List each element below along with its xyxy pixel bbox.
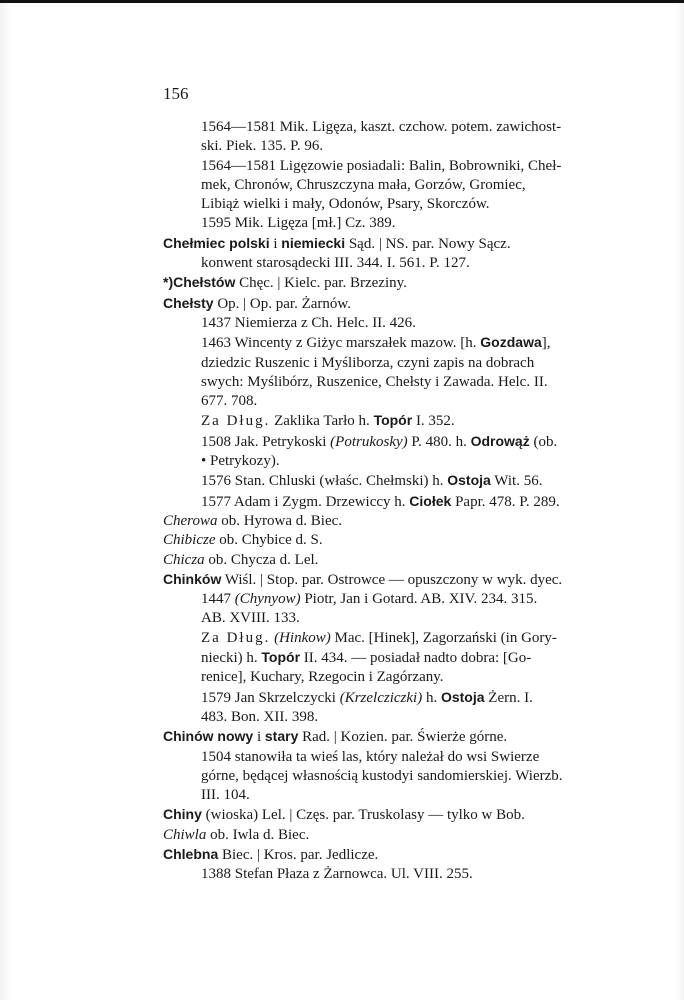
- headword-bold: Topór: [261, 649, 301, 666]
- line-text: Piotr, Jan i Gotard. AB. XIV. 234. 315.: [300, 591, 538, 608]
- entry-line: [163, 314, 633, 333]
- italic-text: Cherowa: [163, 512, 218, 529]
- headword-bold: Chełsty: [163, 294, 214, 311]
- italic-text: Chicza: [163, 551, 205, 568]
- italic-text: Chiwla: [163, 826, 207, 843]
- scan-right-shadow: [676, 0, 684, 1000]
- line-text: 1579 Jan Skrzelczycki: [201, 689, 340, 706]
- headword-bold: *)Chełstów: [163, 274, 236, 291]
- line-text: i: [253, 729, 265, 746]
- italic-text: (Chynyow): [234, 591, 301, 608]
- entry-line: [163, 176, 633, 195]
- line-text: Libiąż wielki i mały, Odonów, Psary, Skorczów.: [201, 196, 490, 213]
- entry-headword-line: [163, 294, 633, 314]
- headword-bold: Chinów nowy: [163, 728, 254, 745]
- headword-bold: Ostoja: [447, 472, 491, 489]
- line-text: ob. Chycza d. Lel.: [204, 551, 319, 568]
- entry-line: [163, 471, 633, 491]
- entry-line: [163, 786, 633, 805]
- line-text: (ob.: [529, 433, 558, 450]
- headword-bold: niemiecki: [281, 234, 346, 251]
- line-text: Wiśl. | Stop. par. Ostrowce — opuszczony w wyk. dyec.: [221, 571, 563, 588]
- headword-bold: Ostoja: [440, 688, 485, 705]
- line-text: Mac. [Hinek], Zagorzański (in Gory-: [330, 629, 557, 646]
- line-text: mek, Chronów, Chruszczyna mała, Gorzów, Gromiec,: [201, 176, 526, 193]
- line-text: 1388 Stefan Płaza z Żarnowca. Ul. VIII. 255.: [201, 866, 473, 883]
- entry-line: [163, 333, 633, 353]
- line-text: I. 352.: [412, 413, 455, 430]
- line-text: h.: [422, 689, 441, 706]
- line-text: Za Dług.: [201, 413, 271, 430]
- headword-bold: Ciołek: [409, 492, 452, 509]
- headword-bold: stary: [264, 728, 299, 745]
- entry-line: [163, 748, 633, 767]
- entry-line: [163, 195, 633, 214]
- entry-line: [163, 865, 633, 884]
- entry-line: [163, 708, 633, 727]
- entry-line: [163, 137, 633, 156]
- headword-bold: Chełmiec polski: [163, 234, 270, 251]
- entry-headword-line: [163, 805, 633, 825]
- entry-headword-line: [163, 727, 633, 747]
- line-text: 1463 Wincenty z Giżyc marszałek mazow. [h.: [201, 335, 481, 352]
- entry-line: [163, 118, 633, 137]
- entry-line: [163, 373, 633, 392]
- entry-line: [163, 214, 633, 233]
- entry-headword-line: [163, 551, 633, 570]
- line-text: 1577 Adam i Zygm. Drzewiccy h.: [201, 493, 410, 510]
- headword-bold: Chinków: [163, 570, 222, 587]
- line-text: ob. Iwla d. Biec.: [206, 826, 310, 843]
- entry-line: [163, 392, 633, 411]
- entry-line: [163, 648, 633, 668]
- italic-text: (Hinkow): [274, 629, 331, 646]
- entry-headword-line: [163, 234, 633, 254]
- entry-line: [163, 254, 633, 273]
- italic-text: (Krzelcziczki): [339, 689, 423, 706]
- scan-top-edge: [0, 0, 684, 3]
- line-text: Papr. 478. P. 289.: [451, 493, 560, 510]
- line-text: P. 480. h.: [407, 433, 471, 450]
- line-text: górne, będącej własnością kustodyi sandomierskiej. Wierzb.: [201, 767, 563, 784]
- entry-headword-line: [163, 845, 633, 865]
- entry-line: [163, 688, 633, 708]
- line-text: renice], Kuchary, Rzegocin i Zagórzany.: [201, 669, 444, 686]
- line-text: 677. 708.: [201, 393, 258, 410]
- headword-bold: Topór: [373, 412, 413, 429]
- line-text: (wioska) Lel. | Częs. par. Truskolasy — tylko w Bob.: [201, 807, 525, 824]
- line-text: 1595 Mik. Ligęza [mł.] Cz. 389.: [201, 215, 396, 232]
- line-text: Sąd. | NS. par. Nowy Sącz.: [345, 235, 511, 252]
- line-text: ],: [541, 335, 551, 352]
- line-text: Za Dług.: [201, 629, 271, 646]
- headword-bold: Odrowąż: [470, 432, 530, 449]
- entry-line: [163, 492, 633, 512]
- line-text: AB. XVIII. 133.: [201, 610, 300, 627]
- entry-headword-line: [163, 826, 633, 845]
- line-text: dziedzic Ruszenic i Myśliborza, czyni zapis na dobrach: [201, 354, 535, 371]
- line-text: 1564—1581 Mik. Ligęza, kaszt. czchow. potem. zawichost-: [201, 119, 562, 135]
- line-text: 1576 Stan. Chluski (właśc. Chełmski) h.: [201, 473, 448, 490]
- headword-bold: Chlebna: [163, 845, 219, 862]
- line-text: 1437 Niemierza z Ch. Helc. II. 426.: [201, 314, 416, 331]
- italic-text: (Potrukosky): [330, 433, 408, 450]
- entry-headword-line: [163, 512, 633, 531]
- line-text: 1508 Jak. Petrykoski: [201, 433, 331, 450]
- line-text: Biec. | Kros. par. Jedlicze.: [218, 846, 379, 863]
- line-text: swych: Myślibórz, Ruszenice, Chełsty i Zawada. Helc. II.: [201, 373, 548, 390]
- entry-line: [163, 432, 633, 452]
- headword-bold: Chiny: [163, 806, 202, 823]
- entry-headword-line: [163, 531, 633, 550]
- entry-line: [163, 354, 633, 373]
- headword-bold: Gozdawa: [480, 334, 542, 351]
- line-text: niecki) h.: [201, 650, 262, 667]
- line-text: i: [269, 235, 282, 252]
- line-text: ski. Piek. 135. P. 96.: [201, 138, 324, 155]
- line-text: Op. | Op. par. Żarnów.: [213, 295, 351, 312]
- entry-line: [163, 590, 633, 609]
- line-text: Rad. | Kozien. par. Świerże górne.: [298, 729, 508, 746]
- line-text: III. 104.: [201, 787, 250, 804]
- entry-line: [163, 411, 633, 431]
- line-text: Zaklika Tarło h.: [270, 413, 374, 430]
- line-text: 1564—1581 Ligęzowie posiadali: Balin, Bobrowniki, Cheł-: [201, 157, 562, 174]
- italic-text: Chibicze: [163, 532, 216, 549]
- entry-line: [163, 157, 633, 176]
- entry-headword-line: [163, 273, 633, 293]
- line-text: Chęc. | Kielc. par. Brzeziny.: [235, 275, 407, 292]
- dictionary-text: [163, 118, 633, 885]
- entry-line: [163, 609, 633, 628]
- line-text: Wit. 56.: [490, 473, 543, 490]
- entry-line: [163, 629, 633, 648]
- entry-line: [163, 767, 633, 786]
- line-text: • Petrykozy).: [201, 453, 280, 470]
- entry-line: [163, 452, 633, 471]
- entry-line: [163, 668, 633, 687]
- entry-headword-line: [163, 570, 633, 590]
- line-text: 483. Bon. XII. 398.: [201, 708, 319, 725]
- line-text: II. 434. — posiadał nadto dobra: [Go-: [300, 650, 532, 667]
- line-text: ob. Hyrowa d. Biec.: [217, 512, 343, 529]
- scan-left-shadow: [0, 0, 10, 1000]
- line-text: Żern. I.: [484, 689, 533, 706]
- line-text: konwent starosądecki III. 344. I. 561. P. 127.: [201, 255, 470, 272]
- line-text: ob. Chybice d. S.: [215, 532, 323, 549]
- line-text: 1504 stanowiła ta wieś las, który należał do wsi Swierze: [201, 748, 540, 765]
- page-number: 156: [163, 84, 189, 103]
- line-text: 1447: [201, 591, 235, 608]
